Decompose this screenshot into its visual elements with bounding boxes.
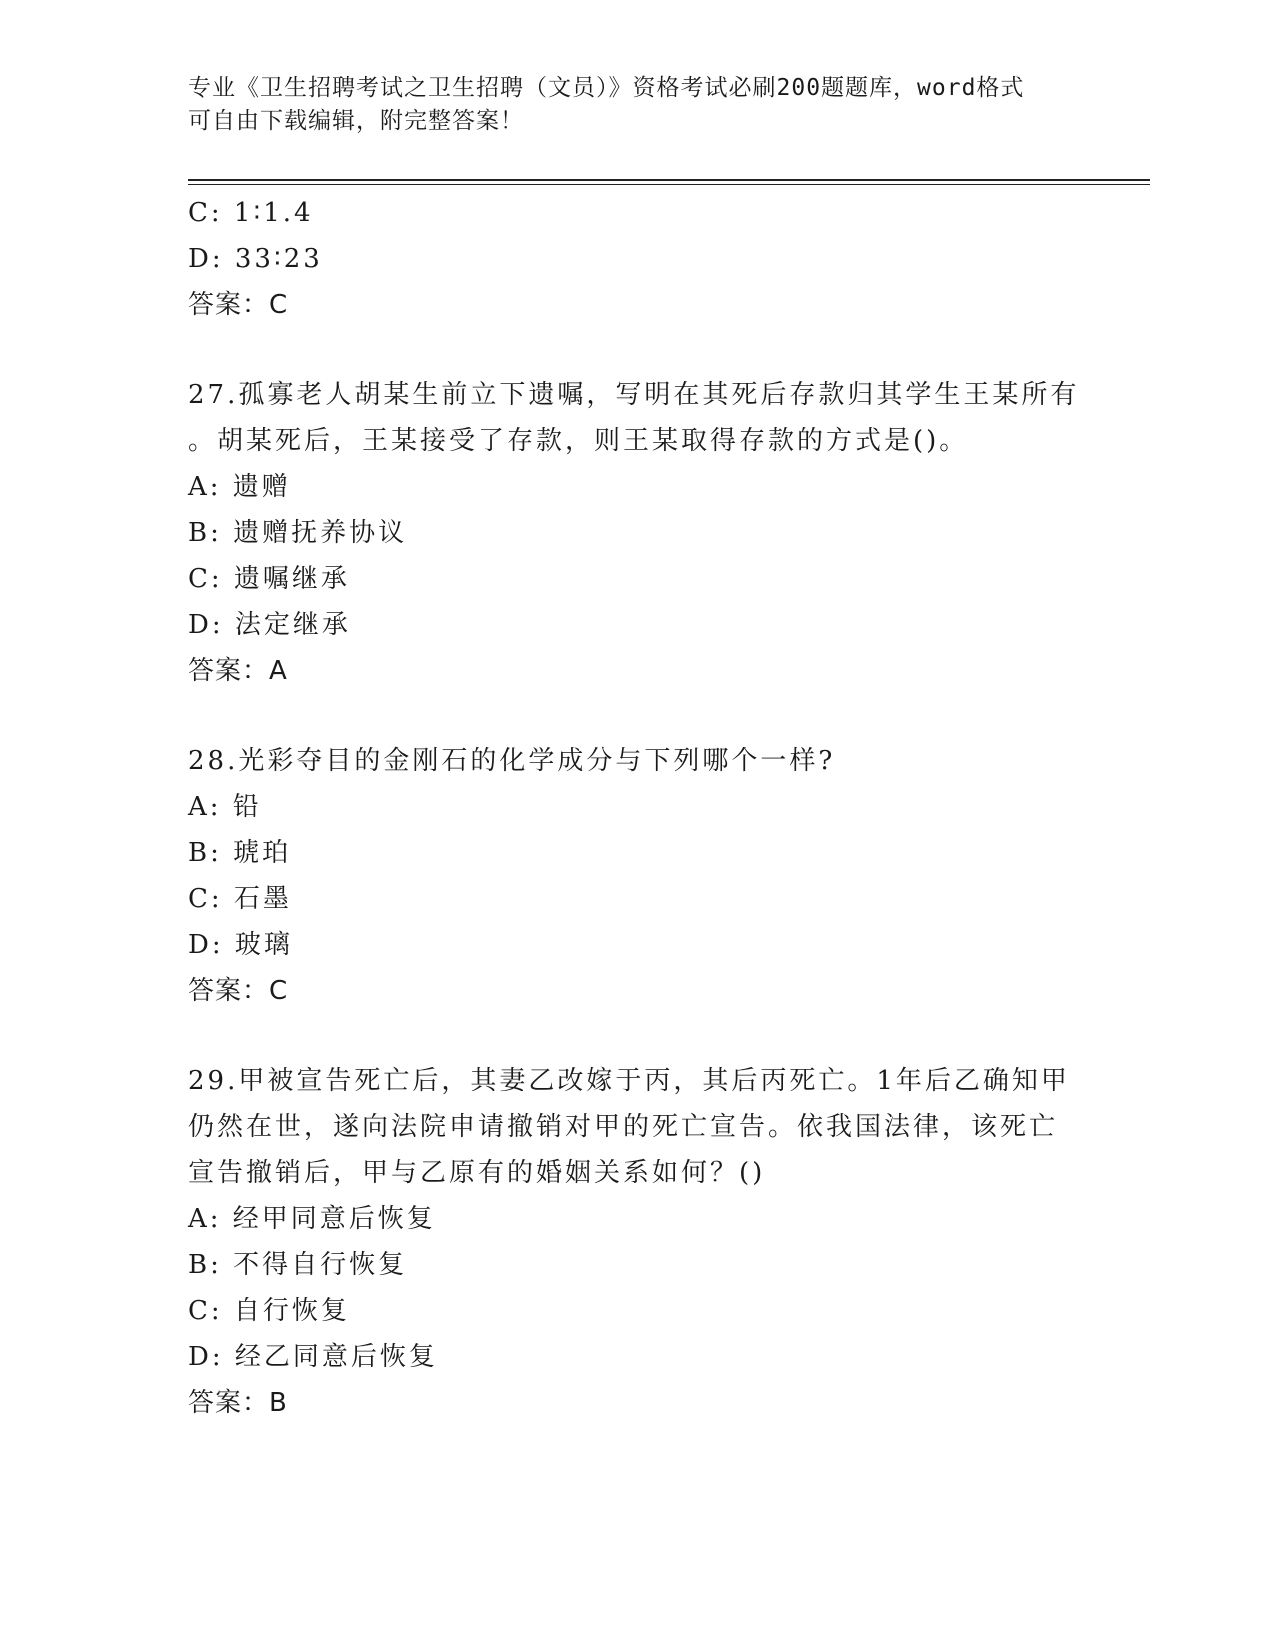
spacer bbox=[188, 694, 1088, 738]
question-27 bbox=[188, 372, 1088, 694]
option-a: A: 铅 bbox=[188, 792, 262, 822]
answer-line: 答案：C bbox=[188, 290, 289, 320]
option-c: C: 自行恢复 bbox=[188, 1296, 350, 1326]
option-d: D: 玻璃 bbox=[188, 930, 293, 960]
option-d: D: 经乙同意后恢复 bbox=[188, 1342, 438, 1372]
question-text: 宣告撤销后，甲与乙原有的婚姻关系如何？() bbox=[188, 1158, 766, 1188]
question-text: 28.光彩夺目的金刚石的化学成分与下列哪个一样? bbox=[188, 746, 836, 776]
question-text: 。胡某死后，王某接受了存款，则王某取得存款的方式是()。 bbox=[188, 426, 969, 456]
option-b: B: 遗赠抚养协议 bbox=[188, 518, 408, 548]
question-26-tail bbox=[188, 190, 1088, 328]
spacer bbox=[188, 1014, 1088, 1058]
question-content bbox=[188, 190, 1088, 1426]
option-c: C: 1∶1.4 bbox=[188, 198, 314, 228]
header-line-2: 可自由下载编辑，附完整答案！ bbox=[188, 108, 524, 134]
option-d: D: 33∶23 bbox=[188, 244, 323, 274]
option-b: B: 琥珀 bbox=[188, 838, 292, 868]
option-a: A: 经甲同意后恢复 bbox=[188, 1204, 436, 1234]
option-c: C: 石墨 bbox=[188, 884, 292, 914]
answer-line: 答案：A bbox=[188, 656, 288, 686]
answer-line: 答案：B bbox=[188, 1388, 288, 1418]
header-divider bbox=[188, 179, 1150, 185]
option-a: A: 遗赠 bbox=[188, 472, 291, 502]
document-header bbox=[188, 72, 1068, 138]
option-c: C: 遗嘱继承 bbox=[188, 564, 350, 594]
answer-line: 答案：C bbox=[188, 976, 289, 1006]
spacer bbox=[188, 328, 1088, 372]
question-text: 29.甲被宣告死亡后，其妻乙改嫁于丙，其后丙死亡。1年后乙确知甲 bbox=[188, 1066, 1070, 1096]
question-28 bbox=[188, 738, 1088, 1014]
header-line-1: 专业《卫生招聘考试之卫生招聘（文员）》资格考试必刷200题题库，word格式 bbox=[188, 75, 1025, 101]
question-text: 27.孤寡老人胡某生前立下遗嘱，写明在其死后存款归其学生王某所有 bbox=[188, 380, 1080, 410]
question-29 bbox=[188, 1058, 1088, 1426]
option-b: B: 不得自行恢复 bbox=[188, 1250, 408, 1280]
question-text: 仍然在世，遂向法院申请撤销对甲的死亡宣告。依我国法律，该死亡 bbox=[188, 1112, 1059, 1142]
option-d: D: 法定继承 bbox=[188, 610, 351, 640]
